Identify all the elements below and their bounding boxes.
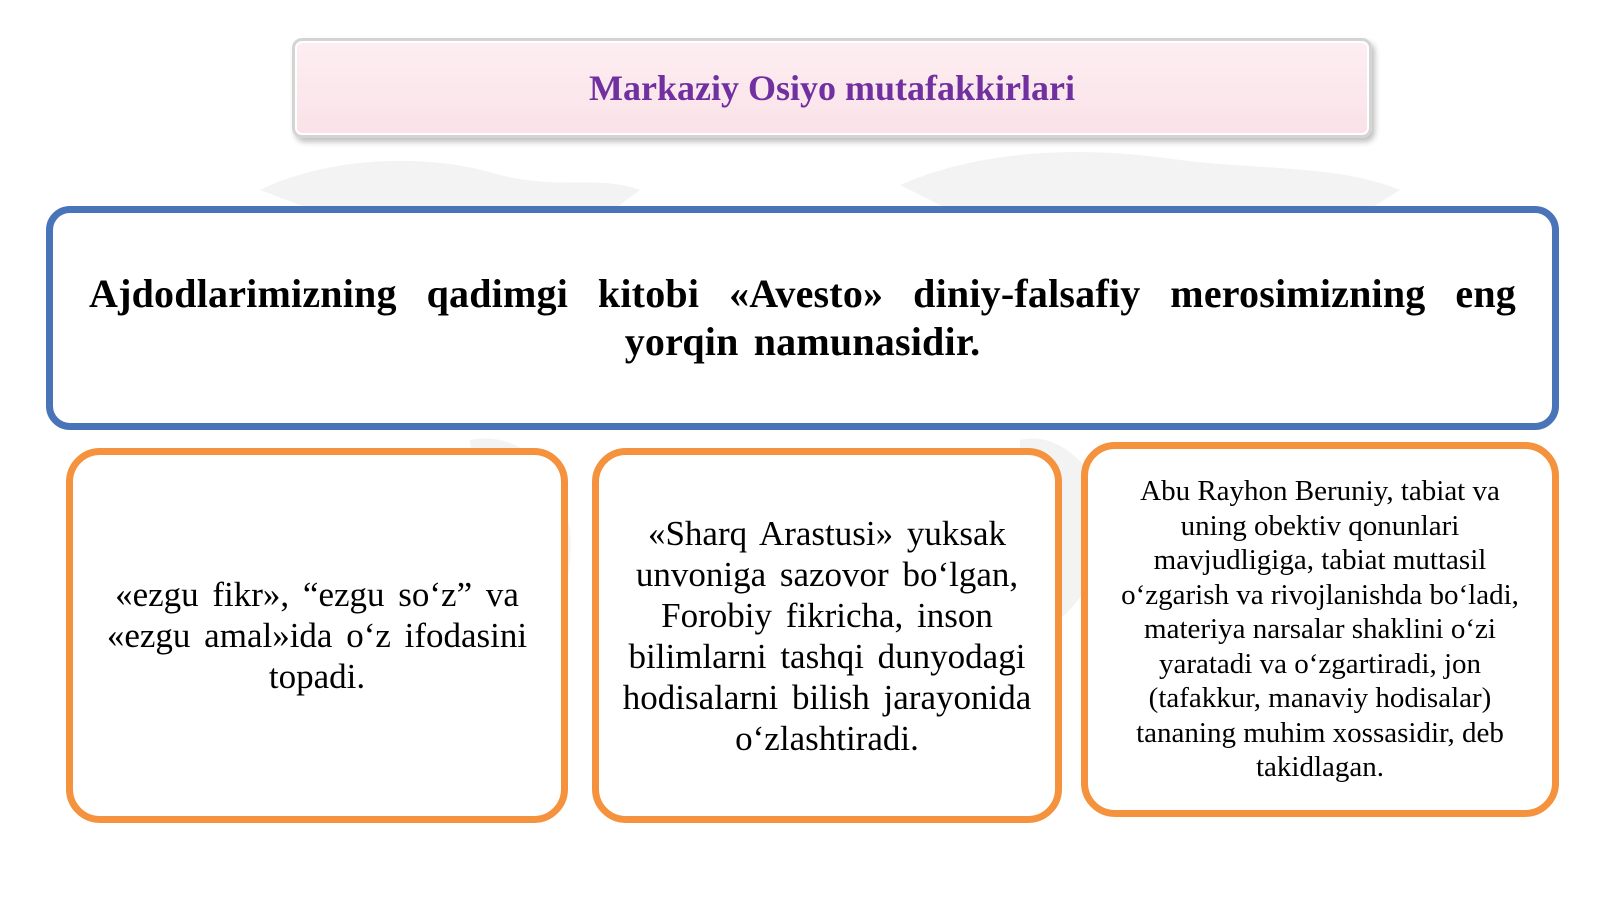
card-beruni-text: Abu Rayhon Beruniy, tabiat va uning obektiv qonunlari mavjudligiga, tabiat muttasil o‘zgarish va rivojlanishda bo‘ladi, materiya narsalar shaklini o‘zi yaratadi va o‘zgartiradi, jon (tafakkur, manaviy hodisalar) tananing muhim xossasidir, deb takidlagan. bbox=[1121, 475, 1519, 784]
slide-title: Markaziy Osiyo mutafakkirlari bbox=[589, 68, 1075, 108]
card-avesto bbox=[66, 448, 568, 823]
main-statement-box bbox=[46, 206, 1559, 430]
card-farabi-text: «Sharq Arastusi» yuksak unvoniga sazovor bo‘lgan, Forobiy fikricha, inson bilimlarni tashqi dunyodagi hodisalarni bilish jarayonida o‘zlashtiradi. bbox=[622, 513, 1032, 758]
card-farabi bbox=[592, 448, 1062, 823]
card-beruni bbox=[1081, 442, 1559, 817]
card-avesto-text: «ezgu fikr», “ezgu so‘z” va «ezgu amal»ida o‘z ifodasini topadi. bbox=[106, 575, 528, 696]
title-banner bbox=[292, 38, 1372, 138]
main-statement-text: Ajdodlarimizning qadimgi kitobi «Avesto» diniy-falsafiy merosimizning eng yorqin namunasidir. bbox=[89, 271, 1516, 364]
